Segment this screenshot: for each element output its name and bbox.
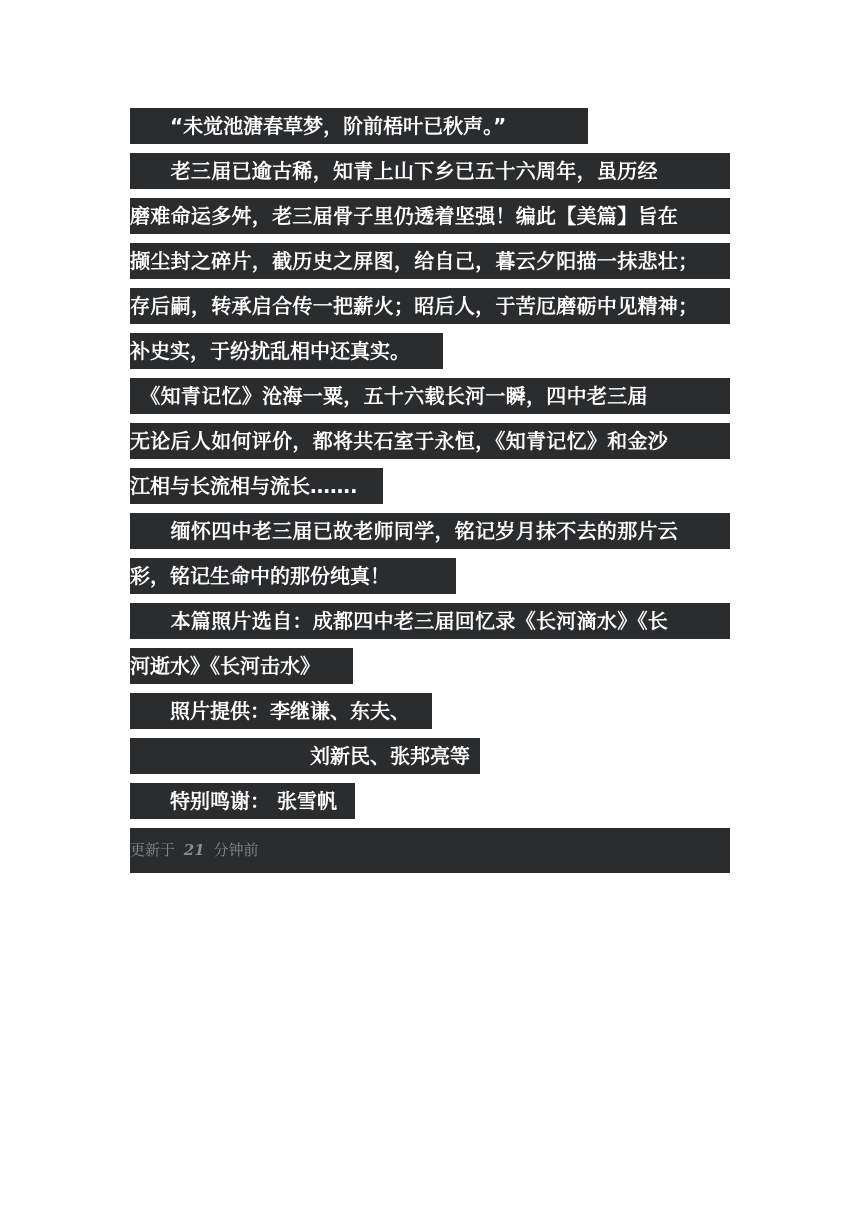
poem-quote-line: “未觉池溏春草梦，阶前梧叶已秋声。” [130,108,588,144]
paragraph-line: 老三届已逾古稀，知青上山下乡已五十六周年，虽历经 [130,153,730,189]
credits-photos-line: 照片提供：李继谦、东夫、 [130,693,432,729]
update-suffix: 分钟前 [213,841,259,859]
paragraph-line: 补史实，于纷扰乱相中还真实。 [130,333,443,369]
update-number: 21 [183,841,205,859]
paragraph-line: 无论后人如何评价，都将共石室于永恒，《知青记忆》和金沙 [130,423,730,459]
paragraph-line: 本篇照片选自：成都四中老三届回忆录《长河滴水》《长 [130,603,730,639]
paragraph-line: 缅怀四中老三届已故老师同学，铭记岁月抹不去的那片云 [130,513,730,549]
paragraph-line: 河逝水》《长河击水》 [130,648,353,684]
paragraph-line: 《知青记忆》沧海一粟，五十六载长河一瞬，四中老三届 [130,378,730,414]
update-prefix: 更新于 [130,841,176,859]
credits-photos-line: 刘新民、张邦亮等 [130,738,480,774]
paragraph-line: 撷尘封之碎片，截历史之屏图，给自己，暮云夕阳描一抹悲壮； [130,243,730,279]
paragraph-line: 存后嗣，转承启合传一把薪火；昭后人，于苦厄磨砺中见精神； [130,288,730,324]
article-body [130,108,730,873]
paragraph-line: 彩，铭记生命中的那份纯真！ [130,558,456,594]
update-timestamp [130,828,730,873]
paragraph-line: 江相与长流相与流长……. [130,468,383,504]
credits-thanks-line: 特别鸣谢： 张雪帆 [130,783,355,819]
paragraph-line: 磨难命运多舛，老三届骨子里仍透着坚强！编此【美篇】旨在 [130,198,730,234]
